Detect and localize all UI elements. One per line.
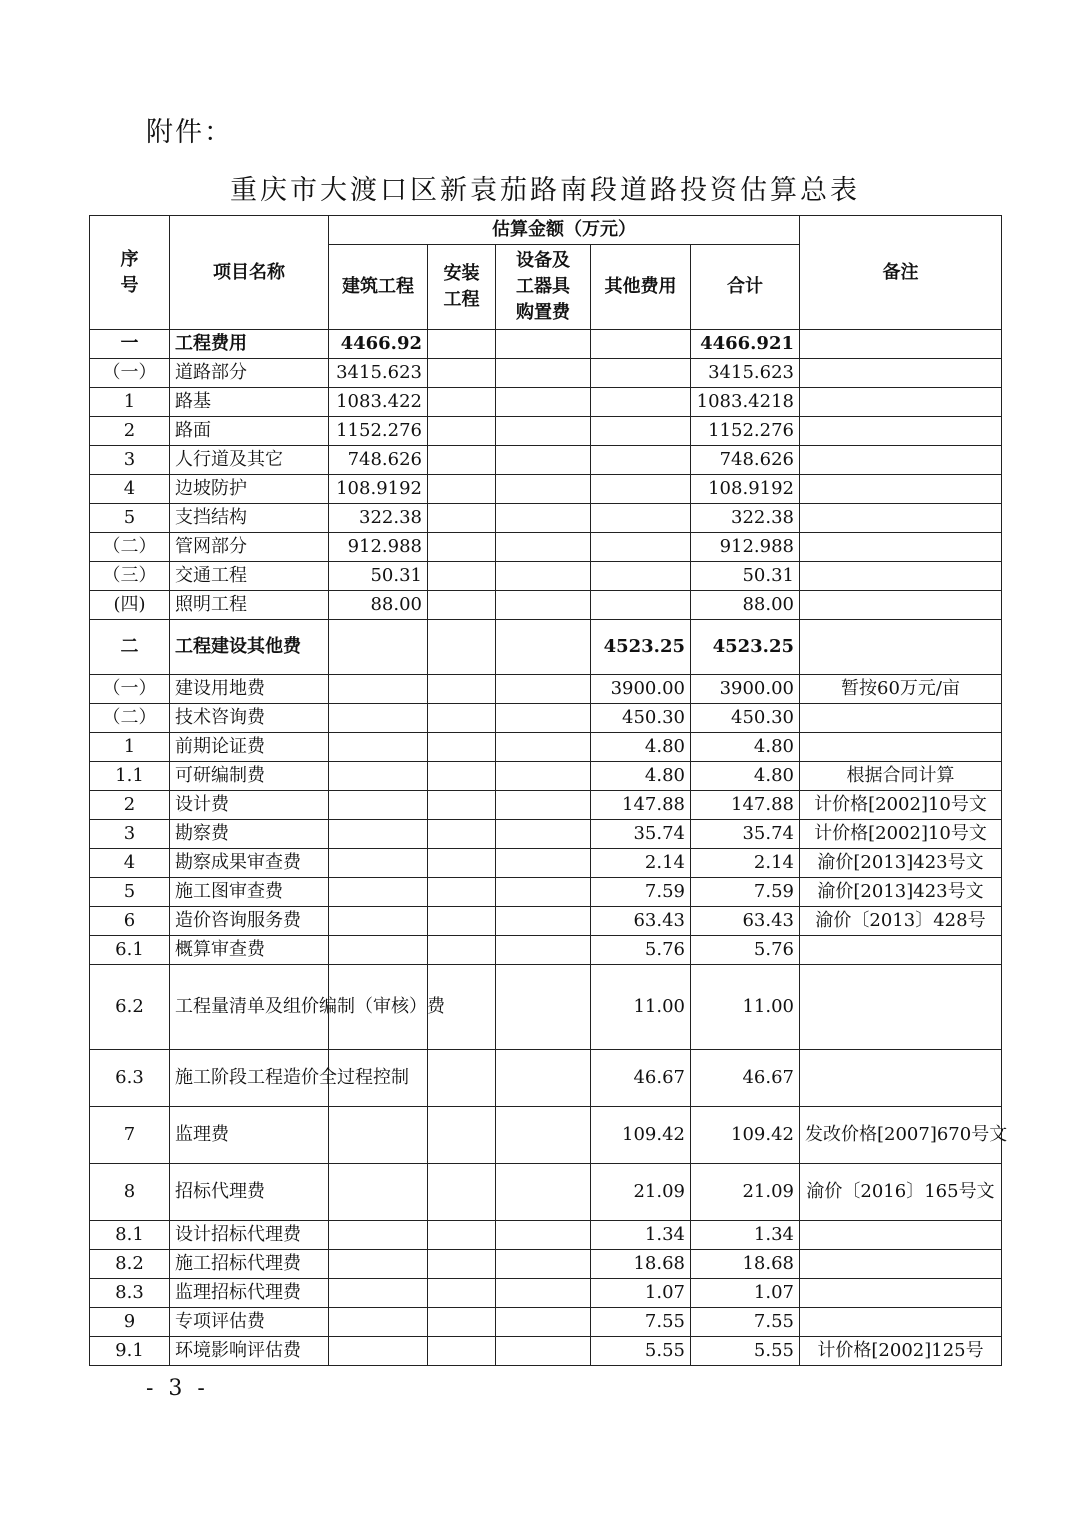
row-item-name: 设计费 [170, 791, 329, 820]
row-equipment-value [496, 620, 591, 675]
row-construction-value [329, 704, 428, 733]
row-install-value [428, 562, 496, 591]
row-number: (四) [90, 591, 170, 620]
row-note: 渝价〔2016〕165号文 [800, 1164, 1002, 1221]
row-equipment-value [496, 733, 591, 762]
row-construction-value [329, 849, 428, 878]
row-number: 3 [90, 446, 170, 475]
row-install-value [428, 1050, 496, 1107]
row-item-name: 造价咨询服务费 [170, 907, 329, 936]
row-note [800, 388, 1002, 417]
row-total-value: 4523.25 [691, 620, 800, 675]
row-item-name: 路基 [170, 388, 329, 417]
header-construction: 建筑工程 [329, 245, 428, 330]
row-construction-value [329, 1250, 428, 1279]
row-construction-value [329, 907, 428, 936]
row-equipment-value [496, 359, 591, 388]
table-row [90, 446, 1002, 475]
table-row [90, 965, 1002, 1050]
table-row [90, 330, 1002, 359]
row-total-value: 4466.921 [691, 330, 800, 359]
row-install-value [428, 675, 496, 704]
table-row [90, 417, 1002, 446]
row-item-name: 边坡防护 [170, 475, 329, 504]
row-total-value: 7.55 [691, 1308, 800, 1337]
row-total-value: 2.14 [691, 849, 800, 878]
row-install-value [428, 1221, 496, 1250]
row-total-value: 50.31 [691, 562, 800, 591]
row-note [800, 359, 1002, 388]
row-number: （二） [90, 533, 170, 562]
row-other-value [591, 330, 691, 359]
row-item-name: 管网部分 [170, 533, 329, 562]
row-construction-value: 322.38 [329, 504, 428, 533]
row-construction-value [329, 1337, 428, 1366]
row-number: 1 [90, 733, 170, 762]
row-other-value: 147.88 [591, 791, 691, 820]
row-install-value [428, 791, 496, 820]
row-item-name: 支挡结构 [170, 504, 329, 533]
row-number: 2 [90, 417, 170, 446]
row-equipment-value [496, 849, 591, 878]
row-construction-value [329, 1164, 428, 1221]
row-number: 4 [90, 475, 170, 504]
table-row [90, 1337, 1002, 1366]
row-number: （一） [90, 359, 170, 388]
row-install-value [428, 1279, 496, 1308]
row-construction-value: 748.626 [329, 446, 428, 475]
row-construction-value [329, 820, 428, 849]
row-equipment-value [496, 878, 591, 907]
row-construction-value [329, 620, 428, 675]
row-install-value [428, 504, 496, 533]
row-number: 6.3 [90, 1050, 170, 1107]
table-row [90, 388, 1002, 417]
row-construction-value: 1083.422 [329, 388, 428, 417]
row-number: 1.1 [90, 762, 170, 791]
row-total-value: 748.626 [691, 446, 800, 475]
header-name: 项目名称 [170, 216, 329, 330]
table-body [90, 330, 1008, 1366]
row-item-name: 交通工程 [170, 562, 329, 591]
row-number: （三） [90, 562, 170, 591]
row-note [800, 733, 1002, 762]
row-number: 8.1 [90, 1221, 170, 1250]
row-number: 3 [90, 820, 170, 849]
table-row [90, 878, 1002, 907]
row-item-name: 技术咨询费 [170, 704, 329, 733]
table-row [90, 791, 1002, 820]
row-install-value [428, 417, 496, 446]
row-other-value: 1.34 [591, 1221, 691, 1250]
row-note [800, 1050, 1002, 1107]
table-row [90, 1308, 1002, 1337]
row-install-value [428, 907, 496, 936]
header-total: 合计 [691, 245, 800, 330]
row-item-name: 勘察成果审查费 [170, 849, 329, 878]
row-total-value: 322.38 [691, 504, 800, 533]
row-note: 暂按60万元/亩 [800, 675, 1002, 704]
row-construction-value: 50.31 [329, 562, 428, 591]
row-equipment-value [496, 1221, 591, 1250]
row-item-name: 前期论证费 [170, 733, 329, 762]
header-note: 备注 [800, 216, 1002, 330]
row-number: 8.2 [90, 1250, 170, 1279]
row-item-name: 建设用地费 [170, 675, 329, 704]
row-total-value: 1.34 [691, 1221, 800, 1250]
row-construction-value: 88.00 [329, 591, 428, 620]
row-install-value [428, 591, 496, 620]
row-construction-value [329, 675, 428, 704]
row-construction-value: 4466.92 [329, 330, 428, 359]
row-item-name: 招标代理费 [170, 1164, 329, 1221]
row-number: 5 [90, 504, 170, 533]
row-other-value: 450.30 [591, 704, 691, 733]
row-note [800, 620, 1002, 675]
row-construction-value [329, 936, 428, 965]
row-construction-value [329, 1308, 428, 1337]
row-note [800, 1279, 1002, 1308]
row-construction-value [329, 878, 428, 907]
row-note [800, 965, 1002, 1050]
row-total-value: 147.88 [691, 791, 800, 820]
row-equipment-value [496, 1107, 591, 1164]
row-number: 6 [90, 907, 170, 936]
row-item-name: 专项评估费 [170, 1308, 329, 1337]
row-note: 计价格[2002]10号文 [800, 791, 1002, 820]
row-total-value: 5.76 [691, 936, 800, 965]
row-construction-value: 108.9192 [329, 475, 428, 504]
row-other-value: 4523.25 [591, 620, 691, 675]
row-install-value [428, 1337, 496, 1366]
page-number: - 3 - [146, 1376, 209, 1401]
row-note: 渝价[2013]423号文 [800, 849, 1002, 878]
row-total-value: 88.00 [691, 591, 800, 620]
table-row [90, 533, 1002, 562]
row-install-value [428, 1164, 496, 1221]
row-equipment-value [496, 330, 591, 359]
row-other-value [591, 475, 691, 504]
row-other-value: 4.80 [591, 762, 691, 791]
row-install-value [428, 330, 496, 359]
table-row [90, 1107, 1002, 1164]
table-row [90, 1279, 1002, 1308]
attachment-label: 附件： [146, 117, 233, 148]
row-other-value: 35.74 [591, 820, 691, 849]
row-other-value: 3900.00 [591, 675, 691, 704]
row-total-value: 7.59 [691, 878, 800, 907]
row-other-value: 21.09 [591, 1164, 691, 1221]
row-total-value: 109.42 [691, 1107, 800, 1164]
row-other-value: 109.42 [591, 1107, 691, 1164]
row-other-value: 7.55 [591, 1308, 691, 1337]
row-note [800, 446, 1002, 475]
row-item-name: 路面 [170, 417, 329, 446]
row-number: 7 [90, 1107, 170, 1164]
row-construction-value [329, 1221, 428, 1250]
table-row [90, 675, 1002, 704]
row-item-name: 道路部分 [170, 359, 329, 388]
row-note: 根据合同计算 [800, 762, 1002, 791]
row-item-name: 人行道及其它 [170, 446, 329, 475]
row-equipment-value [496, 388, 591, 417]
row-total-value: 18.68 [691, 1250, 800, 1279]
table-row [90, 733, 1002, 762]
row-install-value [428, 704, 496, 733]
table-row [90, 620, 1002, 675]
row-total-value: 1152.276 [691, 417, 800, 446]
row-note [800, 1308, 1002, 1337]
row-item-name: 工程费用 [170, 330, 329, 359]
row-install-value [428, 1250, 496, 1279]
row-note: 发改价格[2007]670号文 [800, 1107, 1002, 1164]
row-note: 渝价[2013]423号文 [800, 878, 1002, 907]
row-total-value: 4.80 [691, 762, 800, 791]
row-note: 计价格[2002]125号 [800, 1337, 1002, 1366]
row-number: 5 [90, 878, 170, 907]
row-total-value: 35.74 [691, 820, 800, 849]
row-other-value [591, 504, 691, 533]
row-equipment-value [496, 820, 591, 849]
row-other-value [591, 446, 691, 475]
row-equipment-value [496, 562, 591, 591]
table-row [90, 907, 1002, 936]
row-equipment-value [496, 1337, 591, 1366]
table-row [90, 849, 1002, 878]
row-number: 9.1 [90, 1337, 170, 1366]
row-item-name: 施工招标代理费 [170, 1250, 329, 1279]
row-note [800, 533, 1002, 562]
row-note [800, 475, 1002, 504]
row-equipment-value [496, 533, 591, 562]
table-row [90, 1050, 1002, 1107]
row-number: 1 [90, 388, 170, 417]
row-item-name: 施工阶段工程造价全过程控制 [170, 1050, 329, 1107]
row-item-name: 工程建设其他费 [170, 620, 329, 675]
row-equipment-value [496, 936, 591, 965]
row-total-value: 3415.623 [691, 359, 800, 388]
row-other-value: 46.67 [591, 1050, 691, 1107]
row-note [800, 591, 1002, 620]
row-number: 2 [90, 791, 170, 820]
document-title: 重庆市大渡口区新袁茄路南段道路投资估算总表 [230, 175, 860, 206]
row-total-value: 21.09 [691, 1164, 800, 1221]
row-other-value: 1.07 [591, 1279, 691, 1308]
row-other-value: 5.76 [591, 936, 691, 965]
row-note [800, 936, 1002, 965]
row-other-value [591, 533, 691, 562]
row-other-value: 63.43 [591, 907, 691, 936]
row-other-value [591, 388, 691, 417]
row-number: 4 [90, 849, 170, 878]
row-equipment-value [496, 791, 591, 820]
row-item-name: 设计招标代理费 [170, 1221, 329, 1250]
row-construction-value: 1152.276 [329, 417, 428, 446]
row-total-value: 5.55 [691, 1337, 800, 1366]
row-install-value [428, 620, 496, 675]
row-number: 一 [90, 330, 170, 359]
row-note [800, 417, 1002, 446]
row-note [800, 704, 1002, 733]
row-install-value [428, 388, 496, 417]
row-construction-value [329, 733, 428, 762]
row-number: 9 [90, 1308, 170, 1337]
row-total-value: 4.80 [691, 733, 800, 762]
row-other-value: 4.80 [591, 733, 691, 762]
row-total-value: 912.988 [691, 533, 800, 562]
row-install-value [428, 446, 496, 475]
row-equipment-value [496, 704, 591, 733]
row-install-value [428, 359, 496, 388]
row-other-value [591, 591, 691, 620]
row-note [800, 330, 1002, 359]
table-row [90, 820, 1002, 849]
row-other-value: 18.68 [591, 1250, 691, 1279]
header-equipment: 设备及工器具购置费 [496, 245, 591, 330]
row-other-value: 5.55 [591, 1337, 691, 1366]
row-construction-value: 3415.623 [329, 359, 428, 388]
row-note [800, 1250, 1002, 1279]
table-row [90, 936, 1002, 965]
row-install-value [428, 475, 496, 504]
row-note [800, 504, 1002, 533]
row-install-value [428, 533, 496, 562]
row-total-value: 46.67 [691, 1050, 800, 1107]
row-equipment-value [496, 504, 591, 533]
investment-estimate-table [89, 215, 1008, 1366]
row-construction-value [329, 762, 428, 791]
table-row [90, 562, 1002, 591]
row-install-value [428, 1107, 496, 1164]
row-item-name: 勘察费 [170, 820, 329, 849]
row-equipment-value [496, 1250, 591, 1279]
row-construction-value: 912.988 [329, 533, 428, 562]
row-item-name: 概算审查费 [170, 936, 329, 965]
table-row [90, 1164, 1002, 1221]
table-row [90, 704, 1002, 733]
row-item-name: 环境影响评估费 [170, 1337, 329, 1366]
row-equipment-value [496, 446, 591, 475]
table-row [90, 591, 1002, 620]
table-row [90, 1250, 1002, 1279]
row-other-value [591, 359, 691, 388]
row-install-value [428, 733, 496, 762]
row-item-name: 监理费 [170, 1107, 329, 1164]
header-estimate-group: 估算金额（万元） [329, 216, 800, 245]
row-number: 6.1 [90, 936, 170, 965]
row-total-value: 11.00 [691, 965, 800, 1050]
row-number: 8.3 [90, 1279, 170, 1308]
row-equipment-value [496, 907, 591, 936]
row-total-value: 108.9192 [691, 475, 800, 504]
row-other-value: 2.14 [591, 849, 691, 878]
row-number: （二） [90, 704, 170, 733]
row-equipment-value [496, 762, 591, 791]
row-item-name: 工程量清单及组价编制（审核）费 [170, 965, 329, 1050]
row-equipment-value [496, 475, 591, 504]
row-item-name: 可研编制费 [170, 762, 329, 791]
row-install-value [428, 820, 496, 849]
row-install-value [428, 762, 496, 791]
row-other-value: 7.59 [591, 878, 691, 907]
row-equipment-value [496, 675, 591, 704]
row-construction-value [329, 791, 428, 820]
table-row [90, 1221, 1002, 1250]
row-number: 8 [90, 1164, 170, 1221]
header-other: 其他费用 [591, 245, 691, 330]
table-row [90, 762, 1002, 791]
row-total-value: 3900.00 [691, 675, 800, 704]
row-install-value [428, 878, 496, 907]
row-install-value [428, 936, 496, 965]
row-other-value: 11.00 [591, 965, 691, 1050]
row-install-value [428, 1308, 496, 1337]
row-equipment-value [496, 1308, 591, 1337]
row-number: 6.2 [90, 965, 170, 1050]
row-equipment-value [496, 1164, 591, 1221]
row-note: 计价格[2002]10号文 [800, 820, 1002, 849]
row-equipment-value [496, 1279, 591, 1308]
row-note [800, 562, 1002, 591]
row-equipment-value [496, 417, 591, 446]
row-note: 渝价〔2013〕428号 [800, 907, 1002, 936]
row-other-value [591, 417, 691, 446]
row-total-value: 450.30 [691, 704, 800, 733]
header-no: 序号 [90, 216, 170, 330]
row-total-value: 63.43 [691, 907, 800, 936]
row-note [800, 1221, 1002, 1250]
row-number: 二 [90, 620, 170, 675]
row-equipment-value [496, 965, 591, 1050]
row-other-value [591, 562, 691, 591]
row-construction-value [329, 1107, 428, 1164]
row-total-value: 1.07 [691, 1279, 800, 1308]
table-row [90, 359, 1002, 388]
row-item-name: 照明工程 [170, 591, 329, 620]
row-equipment-value [496, 1050, 591, 1107]
table-row [90, 504, 1002, 533]
row-item-name: 施工图审查费 [170, 878, 329, 907]
row-item-name: 监理招标代理费 [170, 1279, 329, 1308]
row-install-value [428, 849, 496, 878]
row-equipment-value [496, 591, 591, 620]
table-row [90, 475, 1002, 504]
row-total-value: 1083.4218 [691, 388, 800, 417]
row-construction-value [329, 1279, 428, 1308]
row-number: （一） [90, 675, 170, 704]
header-install: 安装工程 [428, 245, 496, 330]
